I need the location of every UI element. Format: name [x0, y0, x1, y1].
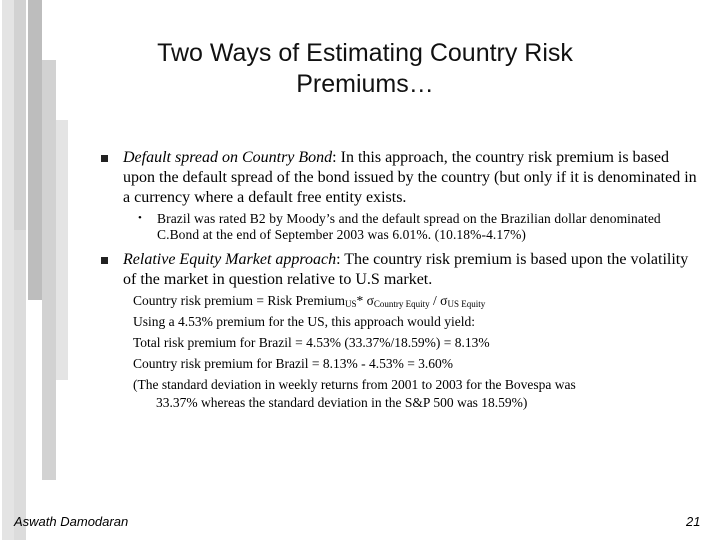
title-line-2: Premiums…	[296, 70, 434, 98]
bullet-square-icon	[101, 155, 108, 162]
bullet-default-spread	[123, 148, 698, 208]
text-line: Total risk premium for Brazil = 4.53% (33.37%/18.59%) = 8.13%	[133, 335, 490, 350]
bullet-square-icon	[101, 257, 108, 264]
decor-bar	[56, 120, 68, 380]
text-line: Country risk premium for Brazil = 8.13% - 4.53% = 3.60%	[133, 356, 454, 371]
footer-author: Aswath Damodaran	[14, 514, 129, 529]
decor-bar	[14, 230, 26, 540]
bullet-label: Relative Equity Market approach	[123, 251, 337, 268]
bullet-text: : In this approach, the country risk premium is based upon the default spread of the bond issued by the country (but only if it is denominated in a currency where a default free entity exists.	[123, 149, 697, 206]
text-line: Using a 4.53% premium for the US, this approach would yield:	[133, 314, 475, 329]
bullet-label: Default spread on Country Bond	[123, 149, 333, 166]
sub-bullet-brazil: Brazil was rated B2 by Moody’s and the default spread on the Brazilian dollar denominated C.Bond at the end of September 2003 was 6.01%. (10.18%-4.17%)	[157, 211, 661, 242]
text-line: 33.37% whereas the standard deviation in the S&P 500 was 18.59%)	[156, 395, 528, 410]
formula-line: Country risk premium = Risk Premium$_{US}$* $\sigma_{Country Equity} / \sigma_{US Equity}$	[133, 293, 486, 309]
bullet-relative-equity	[123, 250, 698, 290]
slide-title	[110, 38, 620, 100]
decor-bar	[14, 0, 26, 230]
decor-bar	[28, 0, 42, 300]
title-line-1: Two Ways of Estimating Country Risk	[157, 39, 573, 67]
text-line: (The standard deviation in weekly returns from 2001 to 2003 for the Bovespa was	[133, 377, 576, 392]
decor-bar	[42, 60, 56, 480]
page-number: 21	[686, 514, 701, 529]
bullet-text: : The country risk premium is based upon the volatility of the market in question relative to U.S market.	[123, 251, 689, 288]
sub-bullet-dot-icon: •	[138, 212, 142, 224]
decor-bar	[2, 0, 14, 540]
